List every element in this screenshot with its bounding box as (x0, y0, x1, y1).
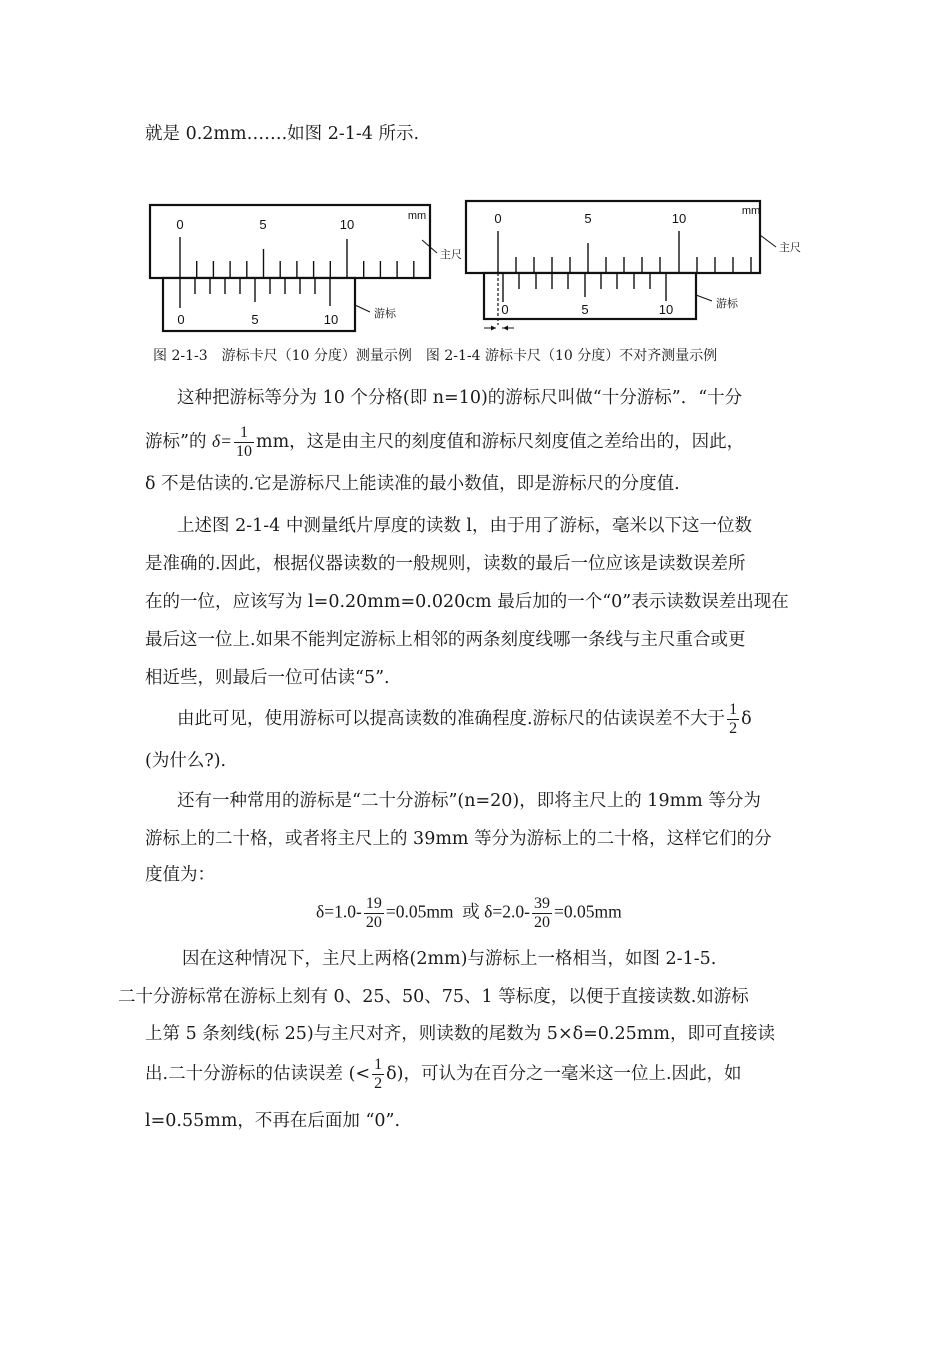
formula-part: δ=1.0- (316, 901, 362, 922)
fraction-numerator: 1 (234, 424, 254, 443)
fraction-denominator: 20 (534, 914, 550, 931)
text-line-with-fraction (177, 701, 857, 738)
svg-text:游标: 游标 (374, 308, 396, 320)
svg-text:0: 0 (501, 302, 509, 317)
fraction-numerator: 1 (374, 1056, 383, 1073)
text-span: δ)，可认为在百分之一毫米这一位上.因此，如 (386, 1064, 742, 1084)
text-line: 上第 5 条刻线(标 25)与主尺对齐，则读数的尾数为 5×δ=0.25mm，即可直接读 (145, 1024, 775, 1044)
text-line: 最后这一位上.如果不能判定游标上相邻的两条刻度线哪一条线与主尺重合或更 (145, 630, 746, 650)
svg-text:10: 10 (658, 302, 674, 317)
text-line: 还有一种常用的游标是“二十分游标”(n=20)，即将主尺上的 19mm 等分为 (177, 791, 761, 811)
text-line: 相近些，则最后一位可估读“5”. (145, 668, 390, 688)
text-line: 是准确的.因此，根据仪器读数的一般规则，读数的最后一位应该是读数误差所 (145, 554, 746, 574)
svg-text:主尺: 主尺 (779, 242, 801, 254)
svg-text:0: 0 (176, 217, 184, 232)
text-span: 游标”的 (145, 432, 207, 452)
text-line-with-fraction (145, 424, 825, 461)
svg-text:5: 5 (581, 302, 589, 317)
text-span: δ (741, 709, 752, 729)
fraction (532, 895, 552, 932)
fraction (727, 701, 739, 738)
text-span: mm，这是由主尺的刻度值和游标尺刻度值之差给出的，因此， (255, 432, 745, 452)
fraction-numerator: 1 (729, 701, 738, 718)
fraction (364, 895, 384, 932)
fraction-denominator: 10 (235, 443, 252, 460)
fraction-denominator: 20 (365, 914, 382, 931)
fraction-numerator: 19 (365, 895, 382, 912)
svg-text:10: 10 (339, 217, 355, 232)
text-line: 游标上的二十格，或者将主尺上的 39mm 等分为游标上的二十格，这样它们的分 (145, 829, 772, 849)
figure-vernier-aligned (145, 195, 465, 340)
fraction-denominator: 2 (729, 720, 738, 737)
delta-symbol: δ= (212, 431, 232, 451)
formula-part: =0.05mm 或 δ=2.0- (385, 901, 530, 922)
svg-text:0: 0 (494, 211, 502, 226)
fraction-numerator: 39 (534, 895, 550, 912)
text-line-with-fraction (145, 1056, 825, 1093)
text-line: 就是 0.2mm…….如图 2-1-4 所示. (145, 124, 420, 144)
svg-text:10: 10 (323, 312, 339, 327)
svg-text:5: 5 (251, 312, 259, 327)
text-line: δ 不是估读的.它是游标尺上能读准的最小数值，即是游标尺的分度值. (145, 474, 680, 494)
text-line: l=0.55mm，不再在后面加 “0”. (145, 1111, 401, 1131)
text-span: 由此可见，使用游标可以提高读数的准确程度.游标尺的估读误差不大于 (177, 709, 726, 729)
formula (316, 895, 736, 932)
formula-part: =0.05mm (554, 901, 622, 922)
svg-text:游标: 游标 (716, 298, 738, 310)
text-span: 出.二十分游标的估读误差 (< (145, 1064, 371, 1084)
text-line: 因在这种情况下，主尺上两格(2mm)与游标上一格相当，如图 2-1-5. (182, 949, 717, 969)
figure-vernier-misaligned (462, 195, 807, 340)
svg-text:5: 5 (259, 217, 267, 232)
text-line: (为什么?). (145, 751, 227, 771)
svg-text:mm: mm (741, 205, 761, 217)
fraction (234, 424, 254, 461)
svg-text:0: 0 (177, 312, 185, 327)
figure-caption: 图 2-1-3 游标卡尺（10 分度）测量示例 图 2-1-4 游标卡尺（10 分度）不对齐测量示例 (153, 348, 718, 364)
text-line: 度值为： (145, 865, 215, 885)
text-line: 上述图 2-1-4 中测量纸片厚度的读数 l，由于用了游标，毫米以下这一位数 (177, 516, 753, 536)
svg-text:5: 5 (584, 211, 592, 226)
text-line: 二十分游标常在游标上刻有 0、25、50、75、1 等标度，以便于直接读数.如游标 (118, 987, 749, 1007)
svg-text:主尺: 主尺 (440, 249, 462, 261)
text-line: 在的一位，应该写为 l=0.20mm=0.020cm 最后加的一个“0”表示读数误差出现在 (145, 592, 789, 612)
svg-text:mm: mm (407, 210, 427, 222)
fraction (372, 1056, 384, 1093)
svg-text:10: 10 (671, 211, 687, 226)
fraction-denominator: 2 (374, 1075, 383, 1092)
text-line: 这种把游标等分为 10 个分格(即 n=10)的游标尺叫做“十分游标”．“十分 (177, 388, 743, 408)
